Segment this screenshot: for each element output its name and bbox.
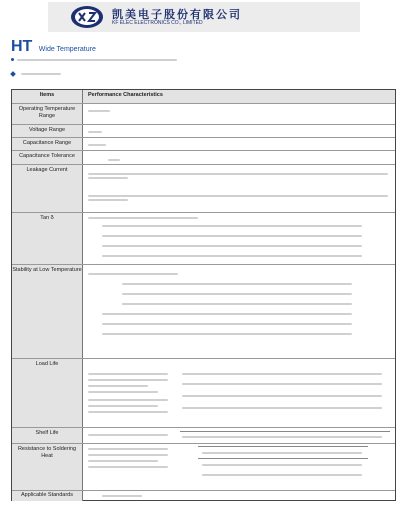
table-row <box>12 427 395 444</box>
row-label: Capacitance Range <box>12 138 83 151</box>
heading-text-placeholder <box>21 73 61 75</box>
row-label: Resistance to Soldering Heat <box>12 444 83 491</box>
table-row <box>12 150 395 165</box>
row-label: Operating Temperature Range <box>12 104 83 125</box>
series-subtitle: Wide Temperature <box>38 46 96 53</box>
table-row <box>12 490 395 501</box>
table-row <box>12 212 395 265</box>
items-header: Items <box>12 90 83 103</box>
company-logo <box>70 5 104 29</box>
feature-note <box>11 57 177 62</box>
company-name-cn: 凯美电子股份有限公司 <box>112 8 242 21</box>
table-row <box>12 443 395 491</box>
feature-text-placeholder <box>17 59 177 61</box>
row-label: Leakage Current <box>12 165 83 213</box>
row-label: Shelf Life <box>12 428 83 444</box>
table-row <box>12 103 395 125</box>
row-label: Load Life <box>12 359 83 428</box>
row-label: Applicable Standards <box>12 491 83 501</box>
row-label: Capacitance Tolerance <box>12 151 83 165</box>
series-name: HT <box>11 38 33 55</box>
table-row <box>12 137 395 151</box>
table-row <box>12 358 395 428</box>
table-row <box>12 164 395 213</box>
performance-header: Performance Characteristics <box>88 92 163 98</box>
row-label: Tan δ <box>12 213 83 265</box>
row-label: Voltage Range <box>12 125 83 138</box>
specifications-heading <box>11 71 61 77</box>
table-header-row <box>12 90 395 103</box>
table-row <box>12 124 395 138</box>
page-title <box>11 38 96 56</box>
row-label: Stability at Low Temperature <box>12 265 83 359</box>
specifications-table <box>11 89 396 501</box>
diamond-icon <box>10 71 16 77</box>
table-row <box>12 264 395 359</box>
company-name-en: KF ELEC ELECTRONICS CO., LIMITED <box>112 20 203 26</box>
bullet-icon <box>11 58 14 61</box>
header-banner <box>48 2 360 32</box>
